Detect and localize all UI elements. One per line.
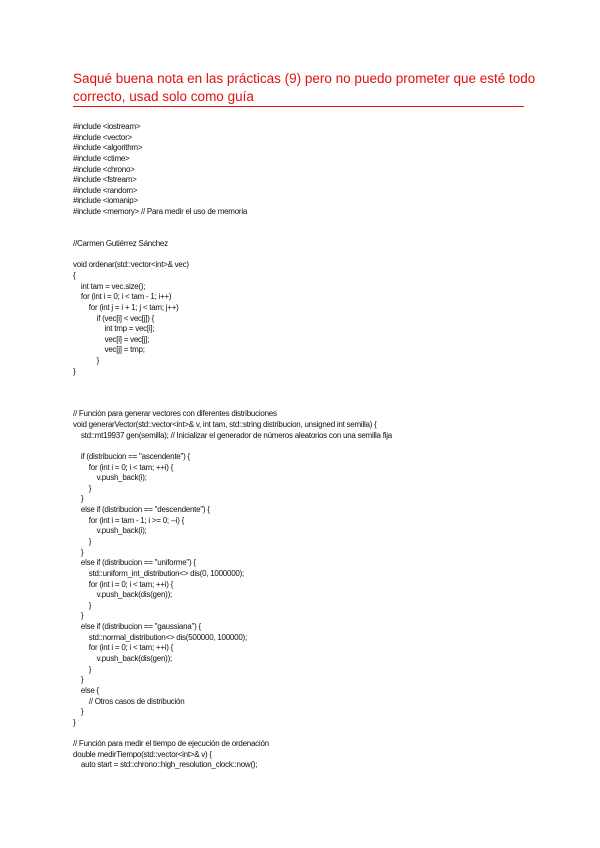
code-line: for (int i = 0; i < tam; ++i) { xyxy=(73,579,174,589)
code-line: std::mt19937 gen(semilla); // Inicializar el generador de números aleatorios con una semilla fija xyxy=(73,430,392,440)
code-line: #include <vector> xyxy=(73,132,132,142)
code-line: for (int i = tam - 1; i >= 0; --i) { xyxy=(73,515,185,525)
code-line: } xyxy=(73,494,84,504)
code-line: } xyxy=(73,536,92,546)
code-line: } xyxy=(73,600,92,610)
code-line: } xyxy=(73,483,92,493)
code-line: } xyxy=(73,611,84,621)
code-line: v.push_back(i); xyxy=(73,526,147,536)
code-line xyxy=(73,250,573,261)
code-line: int tmp = vec[i]; xyxy=(73,324,155,334)
code-line: else if (distribucion == "descendente") { xyxy=(73,505,210,515)
code-line: } xyxy=(73,717,76,727)
code-line: } xyxy=(73,675,84,685)
code-line xyxy=(73,388,573,399)
code-line: } xyxy=(73,356,100,366)
code-line: v.push_back(i); xyxy=(73,473,147,483)
code-line: // Otros casos de distribución xyxy=(73,696,185,706)
code-line xyxy=(73,729,573,740)
code-line: else { xyxy=(73,685,99,695)
code-line: // Función para medir el tiempo de ejecución de ordenación xyxy=(73,739,269,749)
code-line: #include <ctime> xyxy=(73,153,130,163)
code-line: } xyxy=(73,547,84,557)
code-line: else if (distribucion == "gaussiana") { xyxy=(73,622,201,632)
code-line: #include <fstream> xyxy=(73,175,137,185)
code-line: for (int i = 0; i < tam - 1; i++) xyxy=(73,292,172,302)
code-line: #include <algorithm> xyxy=(73,143,143,153)
code-line: else if (distribucion == "uniforme") { xyxy=(73,558,196,568)
code-line: { xyxy=(73,270,76,280)
code-line: vec[i] = vec[j]; xyxy=(73,334,150,344)
code-line: for (int i = 0; i < tam; ++i) { xyxy=(73,643,174,653)
code-line: #include <random> xyxy=(73,185,138,195)
code-line: std::normal_distribution<> dis(500000, 100000); xyxy=(73,632,247,642)
code-line: //Carmen Gutiérrez Sánchez xyxy=(73,239,168,249)
code-line xyxy=(73,228,573,239)
code-line: for (int j = i + 1; j < tam; j++) xyxy=(73,302,179,312)
code-line: std::uniform_int_distribution<> dis(0, 1000000); xyxy=(73,568,244,578)
code-line xyxy=(73,399,573,410)
code-line: auto start = std::chrono::high_resolution_clock::now(); xyxy=(73,760,258,770)
code-line: double medirTiempo(std::vector<int>& v) { xyxy=(73,749,212,759)
author-note: Saqué buena nota en las prácticas (9) pero no puedo prometer que esté todo correcto, usad solo como guía xyxy=(73,71,536,104)
code-line: void generarVector(std::vector<int>& v, int tam, std::string distribucion, unsigned int semilla) { xyxy=(73,419,377,429)
code-line: #include <chrono> xyxy=(73,164,135,174)
code-line: #include <memory> // Para medir el uso de memoria xyxy=(73,207,248,217)
separator-line xyxy=(73,106,524,107)
code-line xyxy=(73,377,573,388)
code-line: } xyxy=(73,366,76,376)
code-line: v.push_back(dis(gen)); xyxy=(73,654,172,664)
code-line: } xyxy=(73,664,92,674)
code-line: int tam = vec.size(); xyxy=(73,281,146,291)
code-line: #include <iostream> xyxy=(73,122,141,131)
code-line: vec[j] = tmp; xyxy=(73,345,145,355)
code-line: // Función para generar vectores con diferentes distribuciones xyxy=(73,409,277,419)
code-line: if (distribucion == "ascendente") { xyxy=(73,451,190,461)
code-line xyxy=(73,441,573,452)
code-line: for (int i = 0; i < tam; ++i) { xyxy=(73,462,174,472)
code-line: if (vec[i] < vec[j]) { xyxy=(73,313,155,323)
code-line: v.push_back(dis(gen)); xyxy=(73,590,172,600)
code-line xyxy=(73,218,573,229)
code-line: } xyxy=(73,707,84,717)
code-block xyxy=(73,122,573,771)
code-line: #include <iomanip> xyxy=(73,196,138,206)
code-line: void ordenar(std::vector<int>& vec) xyxy=(73,260,189,270)
